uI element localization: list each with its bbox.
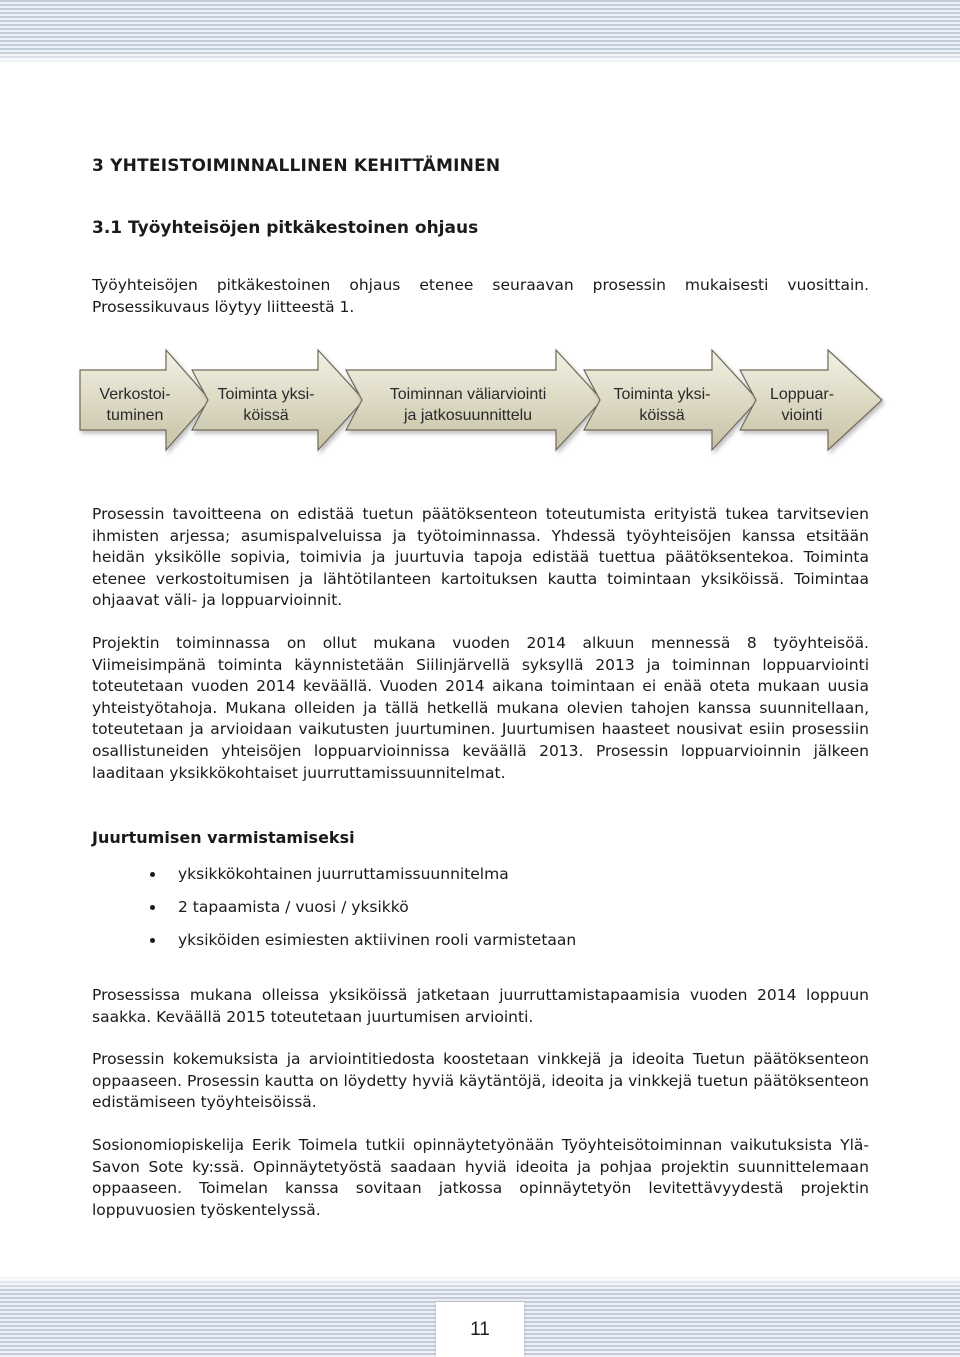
- paragraph-thesis: Sosionomiopiskelija Eerik Toimela tutkii opinnäytetyönään Työyhteisötoiminnan vaikutuksista Ylä-Savon Sote ky:ssä. Opinnäytetyöstä saadaan hyviä ideoita ja pohjaa projektin suunnittelemaan oppaaseen. Toimelan kanssa sovitaan jatkossa opinnäytetyön levitettävyydestä projektin loppuvuosien työskentelyssä.: [92, 1136, 869, 1219]
- step-1-line2: tuminen: [106, 407, 164, 424]
- process-step-1: [80, 350, 210, 450]
- step-1-line1: Verkostoi-: [99, 386, 171, 403]
- paragraph-goal: Prosessin tavoitteena on edistää tuetun päätöksenteon toteutumista erityistä tukea tarvitsevien ihmisten arjessa; asumispalveluissa ja työtoiminnassa. Yhdessä työyhteisöjen kanssa etsitään heidän yksikölle sopivia, toimivia ja juurtuvia tapoja edistää tuettua päätöksentekoa. Toiminta etenee verkostoitumisen ja lähtötilanteen kartoituksen kautta toimintaan yksiköissä. Toimintaa ohjaavat väli- ja loppuarvioinnit.: [92, 505, 869, 610]
- step-5-line1: Loppuar-: [769, 386, 835, 403]
- step-2-line2: köissä: [243, 407, 289, 424]
- process-step-3: [346, 350, 602, 450]
- paragraph-continuation: Prosessissa mukana olleissa yksiköissä jatketaan juurruttamistapaamisia vuoden 2014 loppuun saakka. Keväällä 2015 toteutetaan juurtumisen arviointi.: [92, 986, 869, 1026]
- step-4-line1: Toiminta yksi-: [613, 386, 711, 403]
- process-step-2: [192, 350, 364, 450]
- step-3-line1: Toiminnan väliarviointi: [389, 386, 547, 403]
- rooting-bullet-list: [92, 863, 869, 962]
- list-item: [92, 929, 869, 962]
- step-4-line2: köissä: [639, 407, 685, 424]
- paragraph-experiences: Prosessin kokemuksista ja arviointitiedosta koostetaan vinkkejä ja ideoita Tuetun päätöksenteon oppaaseen. Prosessin kautta on löydetty hyviä käytäntöjä, ideoita ja vinkkejä tuetun päätöksenteon edistämiseen työyhteisöissä.: [92, 1050, 869, 1112]
- step-3-line2: ja jatkosuunnittelu: [403, 407, 533, 424]
- subheading-rooting: Juurtumisen varmistamiseksi: [92, 828, 355, 847]
- process-step-4: [584, 350, 758, 450]
- step-5-line2: viointi: [781, 407, 823, 424]
- intro-paragraph: Työyhteisöjen pitkäkestoinen ohjaus etenee seuraavan prosessin mukaisesti vuosittain. Prosessikuvaus löytyy liitteestä 1.: [92, 276, 869, 316]
- bullet-dot-icon: [150, 905, 155, 910]
- chapter-heading: 3 YHTEISTOIMINNALLINEN KEHITTÄMINEN: [92, 156, 501, 176]
- bullet-dot-icon: [150, 872, 155, 877]
- page-number: 11: [436, 1302, 524, 1357]
- header-decor-band: [0, 0, 960, 64]
- list-item: [92, 863, 869, 896]
- bullet-text: yksikkökohtainen juurruttamissuunnitelma: [178, 865, 509, 883]
- process-flow-diagram: [0, 340, 960, 470]
- bullet-text: 2 tapaamista / vuosi / yksikkö: [178, 898, 409, 916]
- process-step-5: [740, 350, 882, 450]
- paragraph-project: Projektin toiminnassa on ollut mukana vuoden 2014 alkuun mennessä 8 työyhteisöä. Viimeisimpänä toiminta käynnistetään Siilinjärvellä syksyllä 2013 ja toiminnan loppuarviointi toteutetaan vuoden 2014 keväällä. Vuoden 2014 aikana toimintaan ei enää oteta mukaan uusia yhteistyötahoja. Mukana olleiden ja tällä hetkellä mukana olevien tahojen kanssa suunnitellaan, toteutetaan ja arvioidaan vaikutusten juurtuminen. Juurtumisen haasteet nousivat esiin prosessiin osallistuneiden yhteisöjen loppuarvioinnissa keväällä 2013. Prosessin loppuarvioinnin jälkeen laaditaan yksikkökohtaiset juurruttamissuunnitelmat.: [92, 634, 869, 782]
- bullet-dot-icon: [150, 938, 155, 943]
- list-item: [92, 896, 869, 929]
- bullet-text: yksiköiden esimiesten aktiivinen rooli varmistetaan: [178, 931, 577, 949]
- step-2-line1: Toiminta yksi-: [217, 386, 315, 403]
- section-heading: 3.1 Työyhteisöjen pitkäkestoinen ohjaus: [92, 218, 479, 238]
